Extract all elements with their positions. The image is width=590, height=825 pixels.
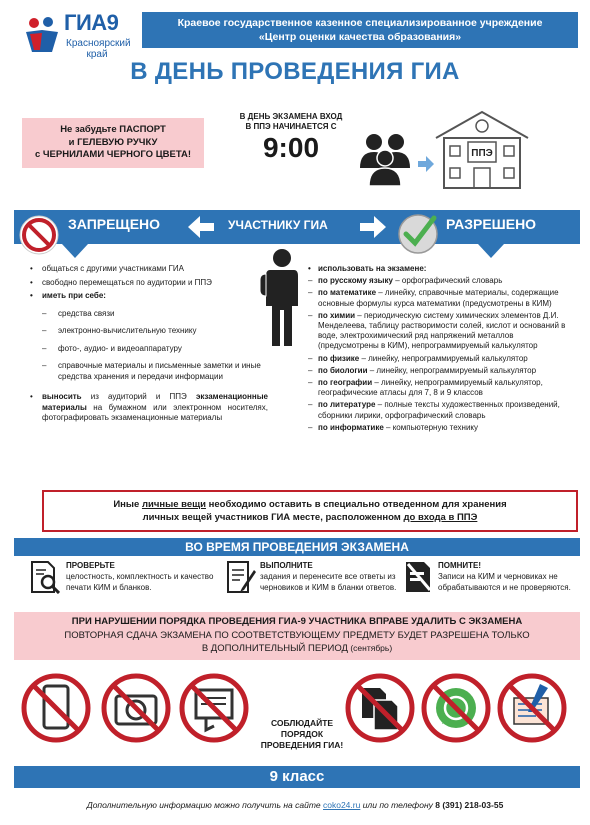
reminder-line2: и ГЕЛЕВУЮ РУЧКУ	[68, 136, 158, 148]
forbidden-icon	[18, 214, 60, 256]
list-item	[306, 288, 576, 308]
belongings-text: необходимо оставить в специально отведенном для хранения	[205, 499, 507, 510]
belongings-text: до входа в ППЭ	[403, 512, 478, 523]
complete-block	[260, 560, 410, 593]
violation-warning	[14, 612, 580, 660]
no-notes-icon	[178, 672, 250, 744]
list-item	[306, 366, 576, 376]
check-text: целостность, комплектность и качество печати КИМ и бланков.	[66, 572, 214, 592]
list-item	[306, 311, 576, 352]
list-item	[28, 392, 268, 424]
forbidden-label: ЗАПРЕЩЕНО	[68, 216, 161, 232]
grade-banner: 9 класс	[14, 766, 580, 788]
belongings-line1	[44, 498, 576, 511]
passport-reminder	[22, 118, 204, 168]
violation-line3	[14, 642, 580, 656]
violation-text: (сентябрь)	[347, 643, 393, 653]
list-item: • свободно перемещаться по аудитории и ППЭ	[28, 278, 268, 289]
during-exam-title: ВО ВРЕМЯ ПРОВЕДЕНИЯ ЭКЗАМЕНА	[14, 538, 580, 556]
page-title: В ДЕНЬ ПРОВЕДЕНИЯ ГИА	[130, 58, 460, 85]
subject-text: – полные тексты художественных произведений, сборники лирики, орфографический словарь	[318, 400, 560, 420]
student-figure-icon	[258, 248, 306, 348]
allowed-heading: • использовать на экзамене:	[306, 264, 576, 274]
remember-title: ПОМНИТЕ!	[438, 561, 482, 570]
subject-name: по математике	[318, 288, 377, 298]
subject-text: – линейку, непрограммируемый калькулятор	[359, 353, 528, 363]
violation-line2: ПОВТОРНАЯ СДАЧА ЭКЗАМЕНА ПО СООТВЕТСТВУЮЩЕМУ ПРЕДМЕТУ БУДЕТ РАЗРЕШЕНА ТОЛЬКО	[64, 629, 530, 641]
no-camera-icon	[100, 672, 172, 744]
violation-line1: ПРИ НАРУШЕНИИ ПОРЯДКА ПРОВЕДЕНИЯ ГИА-9 УЧАСТНИКА ВПРАВЕ УДАЛИТЬ С ЭКЗАМЕНА	[71, 616, 523, 627]
list-item: • иметь при себе:	[28, 291, 268, 302]
sub-list-item: – фото-, аудио- и видеоаппаратуру	[28, 344, 268, 355]
subject-name: по информатике	[318, 422, 384, 432]
subject-name: по химии	[318, 310, 356, 320]
remember-block	[438, 560, 574, 593]
subject-name: по физике	[318, 353, 360, 363]
item-bold: выносить	[42, 392, 82, 401]
item-text: на бумажном или электронном носителях, фотографировать экзаменационные материалы	[42, 402, 268, 422]
complete-title: ВЫПОЛНИТЕ	[260, 561, 313, 570]
arrow-left-icon	[188, 216, 214, 238]
no-phone-icon	[20, 672, 92, 744]
entry-caption	[236, 112, 346, 132]
forbidden-list	[28, 264, 268, 427]
subject-text: – орфографический словарь	[392, 276, 503, 286]
belongings-line2	[44, 511, 576, 524]
org-banner	[142, 12, 578, 48]
subject-text: – линейку, непрограммируемый калькулятор	[367, 365, 537, 375]
subject-text: – периодическую систему химических элементов Д.И. Менделеева, таблицу растворимости солей, кислот и оснований в воде, электрохимический ряд напряжений металлов (предусмотрены в КИМ), непрограммируемый калькулятор	[318, 310, 566, 351]
phone-number[interactable]: 8 (391) 218-03-55	[435, 800, 504, 810]
allowed-label: РАЗРЕШЕНО	[446, 216, 537, 232]
obey-line3: ПРОВЕДЕНИЯ ГИА!	[260, 740, 344, 750]
remember-text: Записи на КИМ и черновиках не обрабатываются и не проверяются.	[438, 572, 571, 592]
footer-text: Дополнительную информацию можно получить на сайте	[86, 800, 323, 810]
document-pen-icon	[226, 560, 256, 594]
complete-text: задания и перенесите все ответы из черновиков и КИМ в бланки ответов.	[260, 572, 397, 592]
no-cheating-hand-icon	[496, 672, 568, 744]
list-item	[306, 423, 576, 433]
subject-text: – линейку, непрограммируемый калькулятор, географические атласы для 7, 8 и 9 классов	[318, 378, 543, 398]
belongings-text: личные вещи	[141, 499, 206, 510]
entry-caption-line2: В ППЭ НАЧИНАЕТСЯ С	[245, 122, 337, 131]
arrow-right-white-icon	[360, 216, 386, 238]
no-copy-documents-icon	[344, 672, 416, 744]
arrow-down-icon	[478, 244, 504, 258]
obey-line2: ПОРЯДОК	[280, 729, 324, 739]
subject-name: по биологии	[318, 365, 368, 375]
entry-time: 9:00	[262, 132, 320, 163]
no-messenger-icon	[420, 672, 492, 744]
footer-contact	[0, 800, 590, 810]
people-group-icon	[356, 132, 416, 186]
list-item	[306, 400, 576, 420]
gia-logo-icon	[22, 14, 62, 54]
check-block	[66, 560, 216, 593]
arrow-down-icon	[62, 244, 88, 258]
site-link[interactable]: coko24.ru	[323, 800, 361, 810]
org-name-line1: Краевое государственное казенное специализированное учреждение	[177, 17, 543, 29]
logo-region	[66, 38, 131, 60]
reminder-line1: Не забудьте ПАСПОРТ	[60, 124, 166, 135]
allowed-check-icon	[396, 212, 440, 256]
sub-list-item: – электронно-вычислительную технику	[28, 326, 268, 337]
belongings-text: личных вещей участников ГИА месте, расположенном	[142, 512, 404, 523]
exam-building-icon	[432, 108, 532, 190]
sub-list-item: – средства связи	[28, 309, 268, 320]
reminder-line3: с ЧЕРНИЛАМИ ЧЕРНОГО ЦВЕТА!	[34, 149, 192, 160]
obey-rules-text	[258, 718, 346, 751]
subject-name: по литературе	[318, 400, 376, 410]
check-title: ПРОВЕРЬТЕ	[66, 561, 115, 570]
item-text: из аудиторий и ППЭ	[81, 392, 196, 401]
item-bold: экзаменационные материалы	[42, 392, 268, 412]
entry-caption-line1: В ДЕНЬ ЭКЗАМЕНА ВХОД	[239, 112, 343, 121]
subject-name: по русскому языку	[318, 276, 393, 286]
logo-region-line1: Красноярский	[66, 38, 131, 49]
logo-brand: ГИА9	[64, 10, 119, 35]
subject-text: – линейку, справочные материалы, содержащие основные формулы курса математики (предусмотрены в КИМ)	[318, 288, 559, 308]
sub-list-item: – справочные материалы и письменные заметки и иные средства хранения и передачи информации	[28, 361, 268, 382]
ppe-label: ППЭ	[471, 148, 493, 159]
obey-line1: СОБЛЮДАЙТЕ	[270, 718, 334, 728]
subject-name: по географии	[318, 378, 373, 388]
org-name-line2: «Центр оценки качества образования»	[258, 31, 462, 43]
belongings-note	[42, 490, 578, 532]
list-item	[306, 378, 576, 398]
list-item	[306, 354, 576, 364]
list-item: • общаться с другими участниками ГИА	[28, 264, 268, 275]
allowed-list	[306, 264, 576, 435]
participant-label: УЧАСТНИКУ ГИА	[228, 218, 328, 232]
list-item	[306, 276, 576, 286]
belongings-text: Иные	[113, 499, 142, 510]
violation-text: В ДОПОЛНИТЕЛЬНЫЙ ПЕРИОД	[201, 643, 348, 654]
subject-text: – компьютерную технику	[383, 422, 479, 432]
logo-region-line2: край	[86, 49, 108, 60]
footer-text: или по телефону	[360, 800, 436, 810]
no-write-document-icon	[404, 560, 434, 594]
document-magnifier-icon	[30, 560, 60, 594]
